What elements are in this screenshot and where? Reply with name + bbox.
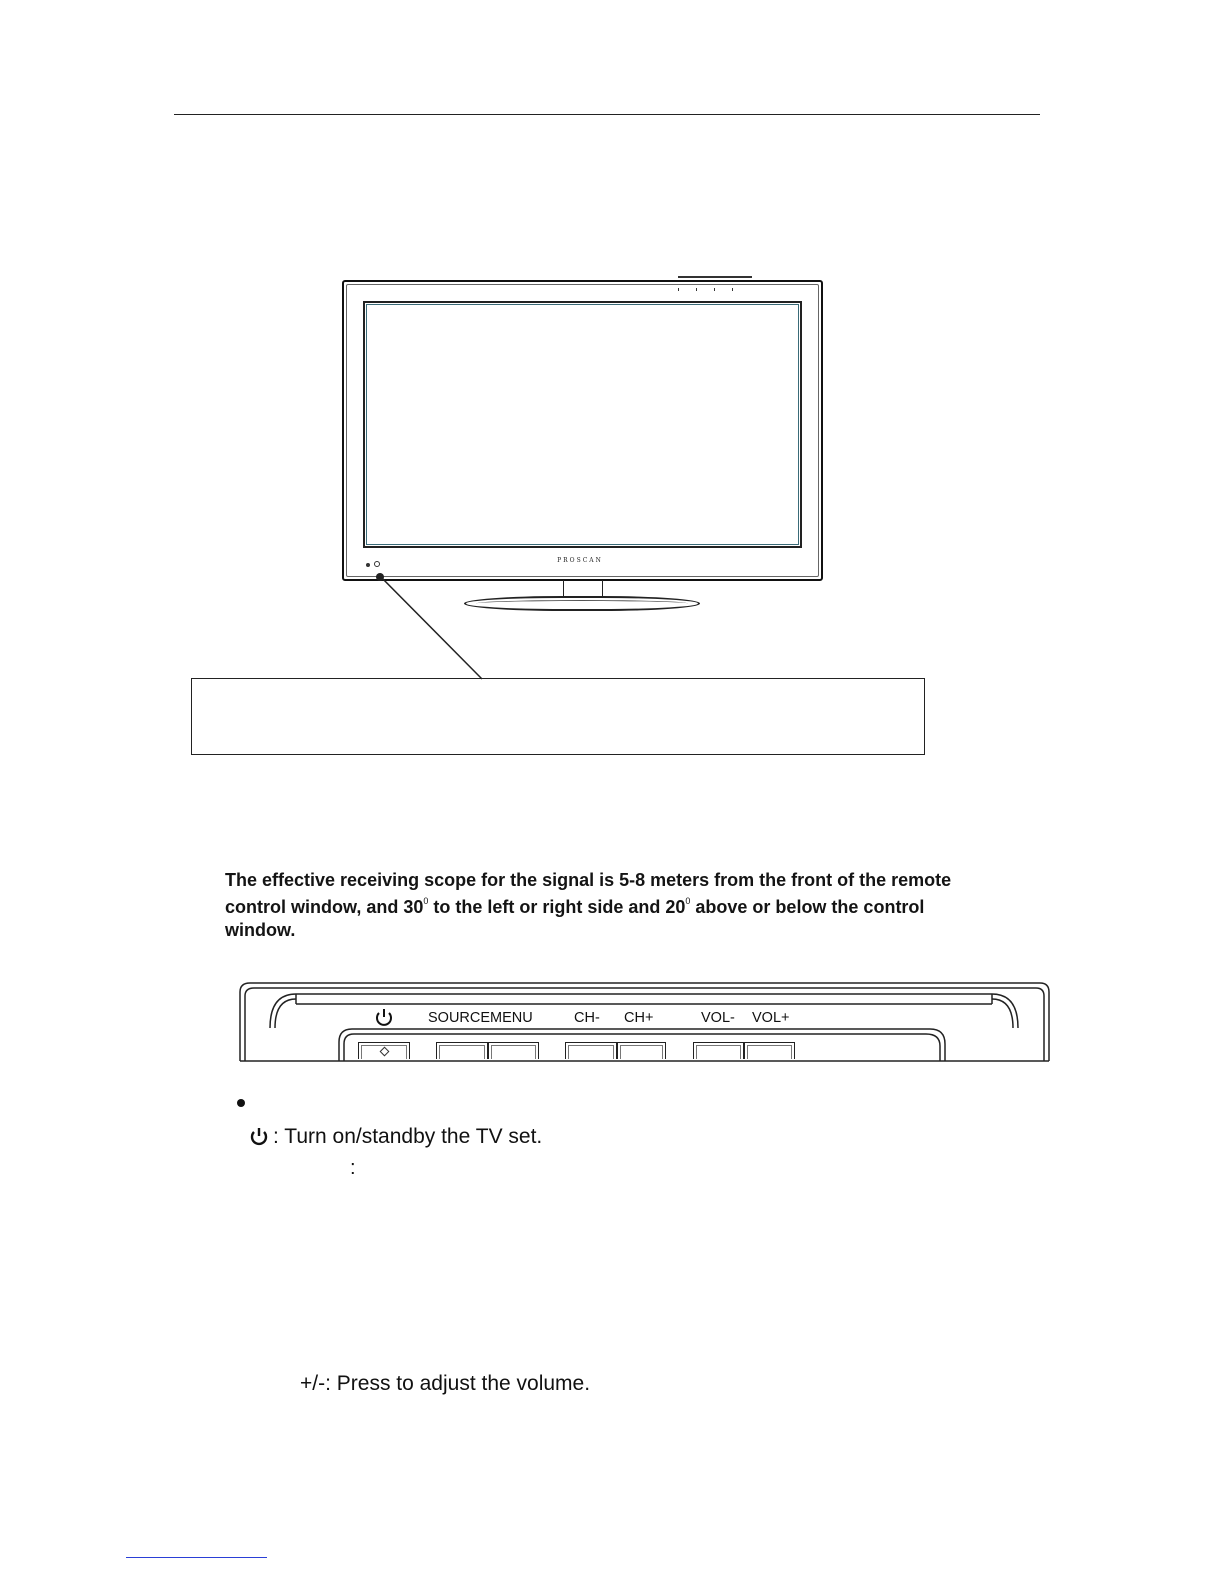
- note-line-3: window.: [225, 920, 296, 940]
- power-button-marker-icon: [380, 1047, 390, 1057]
- menu-button[interactable]: [488, 1042, 539, 1059]
- source-label: SOURCE: [428, 1010, 491, 1026]
- footer-link-rule: [126, 1557, 267, 1558]
- power-button[interactable]: [358, 1042, 410, 1059]
- vol-minus-label: VOL-: [701, 1010, 735, 1026]
- power-description: [249, 1125, 542, 1149]
- menu-label: MENU: [490, 1010, 533, 1026]
- ch-plus-button[interactable]: [617, 1042, 666, 1059]
- power-description-text: : Turn on/standby the TV set.: [273, 1125, 543, 1148]
- source-description: :: [350, 1157, 356, 1179]
- ch-plus-label: CH+: [624, 1010, 654, 1026]
- power-icon: [374, 1008, 394, 1031]
- power-icon: [249, 1126, 269, 1146]
- bullet-point: [237, 1099, 245, 1107]
- note-line-1: The effective receiving scope for the signal is 5-8 meters from the front of the remote: [225, 870, 952, 890]
- tv-brand-logo: PROSCAN: [557, 557, 603, 564]
- ch-minus-button[interactable]: [565, 1042, 617, 1059]
- vol-minus-button[interactable]: [693, 1042, 744, 1059]
- note-line-2: control window, and $30^0$ to the left or right side and $20^0$ above or below the control: [225, 896, 925, 917]
- vol-plus-button[interactable]: [744, 1042, 795, 1059]
- source-button[interactable]: [436, 1042, 488, 1059]
- ch-minus-label: CH-: [574, 1010, 600, 1026]
- volume-description: +/-: Press to adjust the volume.: [300, 1372, 591, 1395]
- vol-plus-label: VOL+: [752, 1010, 790, 1026]
